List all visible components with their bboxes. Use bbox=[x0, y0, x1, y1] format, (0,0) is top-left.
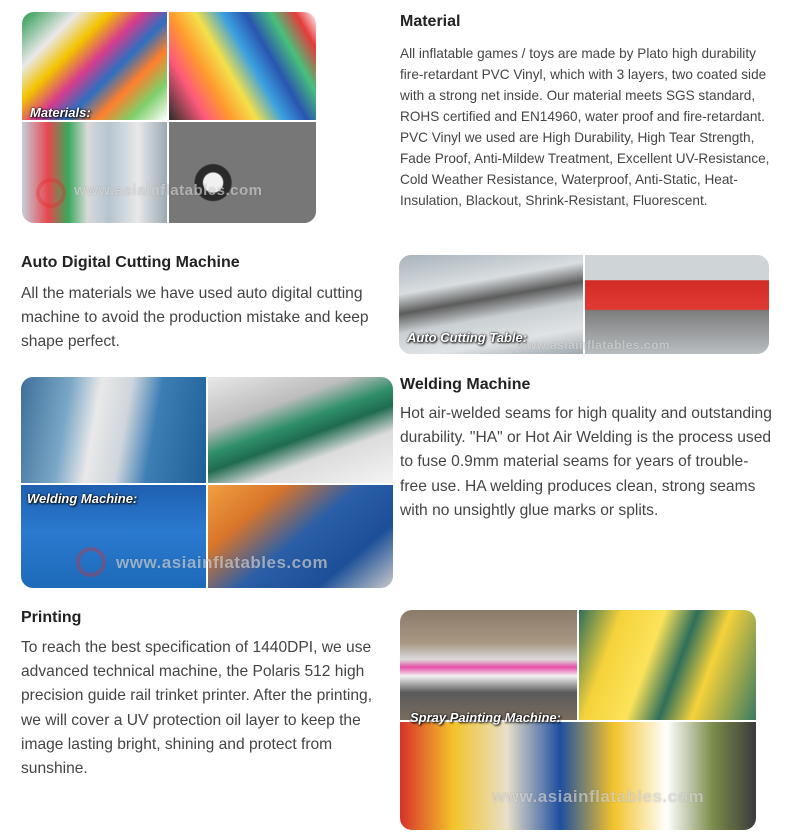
welding-photo bbox=[21, 377, 393, 588]
materials-photo bbox=[22, 12, 316, 223]
materials-image-label: Materials: bbox=[30, 105, 91, 120]
printed-banner-tile bbox=[579, 610, 756, 720]
cutting-table-photo bbox=[399, 255, 769, 354]
black-rolls-tile bbox=[169, 122, 316, 223]
welding-image-label: Welding Machine: bbox=[27, 491, 138, 506]
cutting-image-label: Auto Cutting Table: bbox=[407, 330, 528, 345]
welding-title: Welding Machine bbox=[400, 376, 531, 393]
material-title: Material bbox=[400, 13, 461, 30]
welding-machine-tile bbox=[21, 377, 206, 483]
watermark-logo bbox=[36, 178, 66, 208]
cutting-description: All the materials we have used auto digital cutting machine to avoid the production mistake and keep shape perfect. bbox=[21, 285, 369, 351]
material-swatches-tile bbox=[22, 12, 167, 120]
printing-title: Printing bbox=[21, 609, 82, 626]
watermark-logo bbox=[76, 547, 106, 577]
cutting-watermark: www.asiainflatables.com bbox=[517, 338, 671, 352]
printer-machine-tile bbox=[400, 610, 577, 720]
welding-description: Hot air-welded seams for high quality and outstanding durability. "HA" or Hot Air Welding is the process used to fuse 0.9mm material seams for years of trouble-free use. HA welding produces clean, strong seams with no unsightly glue marks or splits. bbox=[400, 405, 772, 519]
printed-posters-tile bbox=[400, 722, 756, 830]
printing-photo bbox=[400, 610, 756, 830]
fabric-rolls-tile bbox=[22, 122, 167, 223]
welding-watermark: www.asiainflatables.com bbox=[116, 553, 329, 572]
material-description: All inflatable games / toys are made by Plato high durability fire-retardant PVC Vinyl, which with 3 layers, two coated side with a strong net inside. Our material meets SGS standard, ROHS certified and EN14960, water proof and fire-retardant. PVC Vinyl we used are High Durability, High Tear Strength, Fade Proof, Anti-Mildew Treatment, Excellent UV-Resistance, Cold Weather Resistance, Waterproof, Anti-Static, Heat-Insulation, Blackout, Shrink-Resistant, Fluorescent. bbox=[400, 46, 770, 208]
printing-watermark: www.asiainflatables.com bbox=[492, 787, 705, 806]
printing-image-label: Spray Painting Machine: bbox=[410, 710, 561, 725]
cutting-title: Auto Digital Cutting Machine bbox=[21, 254, 240, 271]
color-fan-tile bbox=[169, 12, 316, 120]
printing-description: To reach the best specification of 1440DPI, we use advanced technical machine, the Polaris 512 high precision guide rail trinket printer. After the printing, we will cover a UV protection oil layer to keep the image lasting bright, shining and protect from sunshine. bbox=[21, 639, 373, 778]
materials-watermark: www.asiainflatables.com bbox=[74, 182, 263, 199]
welding-nozzle-tile bbox=[208, 377, 393, 483]
